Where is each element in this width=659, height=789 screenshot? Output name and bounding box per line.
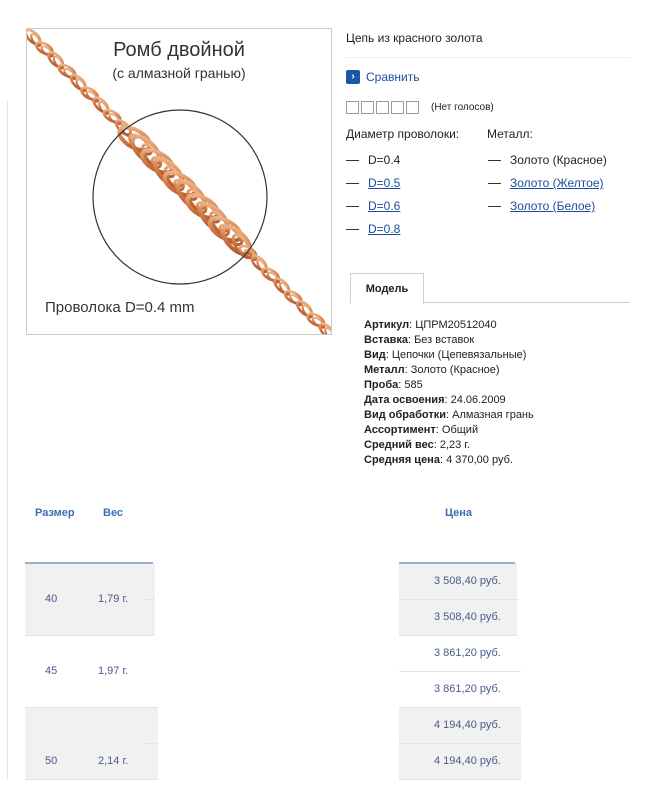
table-rule	[25, 562, 153, 564]
product-name: Цепь из красного золота	[346, 31, 483, 45]
divider	[346, 57, 630, 58]
table-rule	[143, 743, 158, 744]
rating-star-icon[interactable]	[391, 101, 404, 114]
metal-option[interactable]	[488, 199, 595, 213]
table-cell-weight: 1,79 г.	[98, 593, 129, 605]
tab-model[interactable]: Модель	[350, 273, 424, 304]
diameter-option[interactable]	[346, 222, 400, 236]
spec-row: Средняя цена: 4 370,00 руб.	[364, 454, 513, 466]
chain-link	[283, 289, 303, 306]
chevron-right-icon: ›	[346, 70, 360, 84]
table-cell-price: 3 861,20 руб.	[434, 683, 501, 695]
diameter-option[interactable]	[346, 199, 400, 213]
spec-key: Артикул	[364, 319, 410, 331]
table-rule	[399, 635, 517, 636]
spec-row: Средний вес: 2,23 г.	[364, 439, 471, 451]
votes-label: (Нет голосов)	[431, 102, 494, 113]
compare-label: Сравнить	[366, 70, 420, 84]
diameter-option[interactable]	[346, 176, 400, 190]
metal-option[interactable]	[488, 176, 604, 190]
left-border	[7, 100, 8, 780]
product-image[interactable]	[26, 28, 332, 335]
diameter-link[interactable]: D=0.6	[368, 199, 401, 213]
table-rule	[25, 707, 158, 708]
table-rule	[25, 779, 158, 780]
spec-row: Металл: Золото (Красное)	[364, 364, 500, 376]
spec-key: Вставка	[364, 334, 408, 346]
spec-value: Цепочки (Цепевязальные)	[391, 349, 527, 361]
table-cell-size: 50	[45, 755, 58, 767]
spec-key: Средняя цена	[364, 454, 440, 466]
image-title: Ромб двойной	[113, 39, 245, 61]
chain-link	[91, 95, 110, 114]
image-subtitle: (с алмазной гранью)	[112, 65, 246, 81]
spec-value: 2,23 г.	[439, 439, 471, 451]
compare-link[interactable]	[346, 70, 419, 84]
table-rule	[399, 779, 521, 780]
spec-row: Артикул: ЦПРМ20512040	[364, 319, 497, 331]
spec-value: ЦПРМ20512040	[415, 319, 497, 331]
spec-row: Дата освоения: 24.06.2009	[364, 394, 506, 406]
table-cell-price: 3 508,40 руб.	[434, 611, 501, 623]
spec-row: Проба: 585	[364, 379, 423, 391]
table-header-weight[interactable]: Вес	[103, 507, 124, 519]
spec-value: 4 370,00 руб.	[446, 454, 513, 466]
spec-value: Алмазная грань	[452, 409, 534, 421]
table-cell-size: 40	[45, 593, 58, 605]
metal-link[interactable]: Золото (Белое)	[510, 199, 596, 213]
spec-key: Вид обработки	[364, 409, 446, 421]
spec-row: Ассортимент: Общий	[364, 424, 479, 436]
table-rule	[399, 671, 521, 672]
chain-link	[250, 254, 269, 273]
diameter-option: D=0.4	[346, 153, 400, 167]
chain-link	[272, 276, 291, 295]
table-cell-weight: 2,14 г.	[98, 755, 129, 767]
rating	[346, 101, 494, 114]
spec-key: Проба	[364, 379, 399, 391]
table-rule	[25, 635, 155, 636]
spec-key: Металл	[364, 364, 405, 376]
metal-label: Металл:	[487, 127, 533, 141]
rating-star-icon[interactable]	[376, 101, 389, 114]
table-header-size[interactable]: Размер	[35, 507, 75, 519]
chain-link	[295, 299, 314, 318]
spec-row: Вид: Цепочки (Цепевязальные)	[364, 349, 527, 361]
image-wire-label: Проволока D=0.4 mm	[45, 299, 195, 316]
rating-star-icon[interactable]	[346, 101, 359, 114]
chain-link	[102, 108, 122, 125]
spec-key: Вид	[364, 349, 386, 361]
table-rule	[399, 707, 521, 708]
spec-value: Общий	[441, 424, 479, 436]
table-cell-price: 4 194,40 руб.	[434, 719, 501, 731]
table-cell-price: 3 861,20 руб.	[434, 647, 501, 659]
spec-value: 585	[404, 379, 423, 391]
table-rule	[399, 743, 521, 744]
spec-row: Вставка: Без вставок	[364, 334, 475, 346]
table-rule	[399, 599, 519, 600]
diameter-link[interactable]: D=0.5	[368, 176, 401, 190]
chain-link	[79, 85, 99, 102]
diameter-link[interactable]: D=0.8	[368, 222, 401, 236]
spec-value: Золото (Красное)	[410, 364, 500, 376]
table-rule	[143, 599, 155, 600]
spec-key: Средний вес	[364, 439, 434, 451]
metal-link[interactable]: Золото (Желтое)	[510, 176, 604, 190]
table-rule	[399, 562, 515, 564]
spec-value: 24.06.2009	[450, 394, 506, 406]
chain-link	[306, 311, 326, 328]
specs-list	[364, 318, 534, 468]
spec-key: Ассортимент	[364, 424, 436, 436]
table-cell-price: 4 194,40 руб.	[434, 755, 501, 767]
spec-key: Дата освоения	[364, 394, 445, 406]
spec-row: Вид обработки: Алмазная грань	[364, 409, 534, 421]
table-row-bg	[25, 707, 158, 779]
table-cell-price: 3 508,40 руб.	[434, 575, 501, 587]
spec-value: Без вставок	[414, 334, 475, 346]
table-cell-size: 45	[45, 665, 58, 677]
table-header-price[interactable]: Цена	[445, 507, 473, 519]
diameter-label: Диаметр проволоки:	[346, 127, 460, 141]
table-cell-weight: 1,97 г.	[98, 665, 129, 677]
rating-star-icon[interactable]	[406, 101, 419, 114]
chain-link	[260, 266, 280, 283]
rating-star-icon[interactable]	[361, 101, 374, 114]
metal-option: Золото (Красное)	[488, 153, 607, 167]
